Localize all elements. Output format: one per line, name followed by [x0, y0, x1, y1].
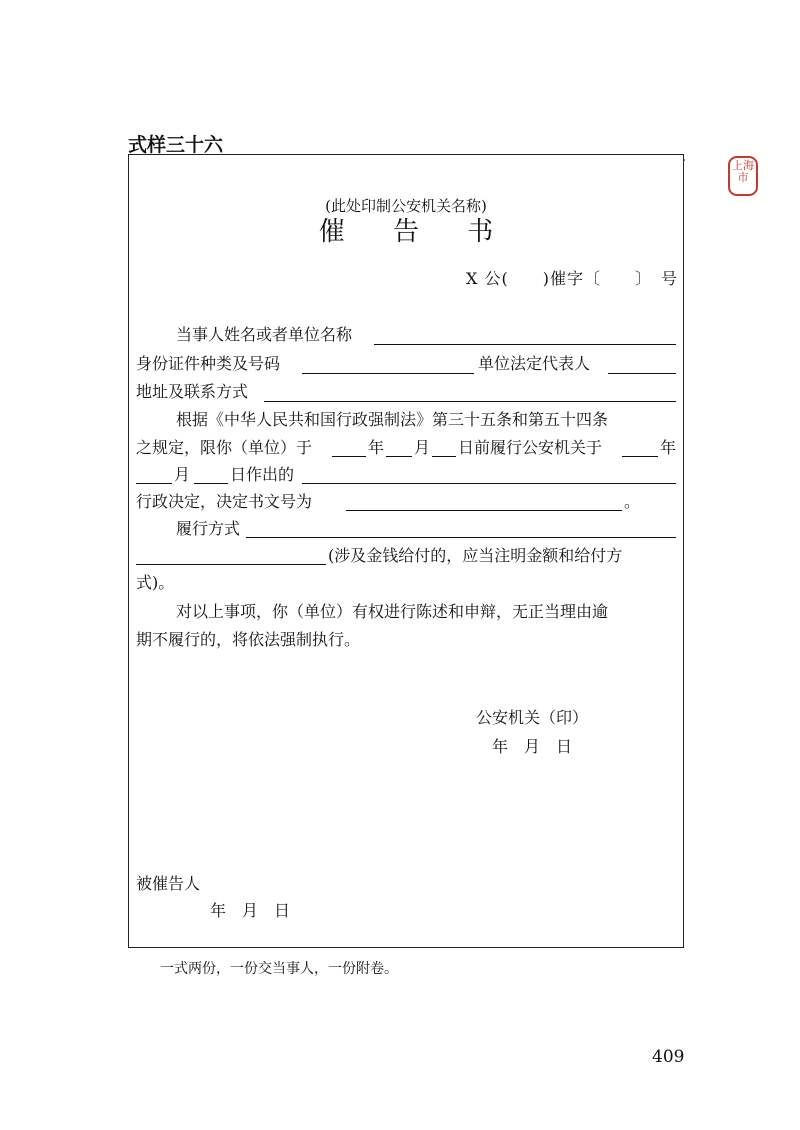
year-field[interactable] — [332, 456, 366, 457]
form-label: 式样三十六 — [128, 134, 224, 156]
party-name-field[interactable] — [374, 344, 676, 345]
page-number: 409 — [652, 1047, 685, 1067]
document-number: X 公( )催字〔 〕 号 — [466, 269, 678, 288]
month-field[interactable] — [386, 456, 412, 457]
authority-seal: 公安机关（印） — [476, 708, 589, 727]
recipient-label: 被催告人 — [136, 874, 201, 893]
footnote: 一式两份，一份交当事人，一份附卷。 — [160, 961, 398, 977]
method-field-2[interactable] — [136, 564, 326, 565]
para1-line4-end: 。 — [624, 492, 641, 511]
decision-year-label: 年 — [660, 438, 677, 457]
signature-date: 年 月 日 — [492, 737, 573, 756]
agency-name-placeholder: (此处印制公安机关名称) — [325, 197, 487, 215]
para1-line3: 日作出的 — [230, 465, 295, 484]
id-label: 身份证件种类及号码 — [136, 354, 281, 373]
id-field[interactable] — [302, 373, 474, 374]
para1-line4: 行政决定，决定书文号为 — [136, 492, 313, 511]
para2-line1: 对以上事项，你（单位）有权进行陈述和申辩，无正当理由逾 — [176, 602, 609, 621]
para1-line2-a: 之规定，限你（单位）于 — [136, 438, 313, 457]
address-label: 地址及联系方式 — [136, 382, 249, 401]
decision-year-field[interactable] — [622, 456, 658, 457]
para2-line2: 期不履行的，将依法强制执行。 — [136, 630, 361, 649]
decision-month-field[interactable] — [136, 483, 172, 484]
legal-rep-field[interactable] — [608, 373, 676, 374]
decision-day-field[interactable] — [194, 483, 228, 484]
month-label: 月 — [414, 438, 431, 457]
day-field[interactable] — [432, 456, 456, 457]
decision-number-field[interactable] — [346, 510, 622, 511]
address-field[interactable] — [264, 401, 676, 402]
method-note: (涉及金钱给付的，应当注明金额和给付方 — [328, 546, 623, 565]
para1-line2-b: 日前履行公安机关于 — [458, 438, 603, 457]
method-label: 履行方式 — [176, 519, 241, 538]
year-label: 年 — [368, 438, 385, 457]
method-note-end: 式)。 — [136, 573, 175, 592]
decision-month-label: 月 — [174, 465, 191, 484]
decision-field[interactable] — [302, 483, 676, 484]
party-name-label: 当事人姓名或者单位名称 — [176, 325, 353, 344]
legal-rep-label: 单位法定代表人 — [478, 354, 591, 373]
para1-line1: 根据《中华人民共和国行政强制法》第三十五条和第五十四条 — [176, 410, 609, 429]
recipient-date: 年 月 日 — [210, 901, 291, 920]
method-field[interactable] — [246, 537, 676, 538]
document-title: 催 告 书 — [318, 217, 514, 247]
seal-stamp: 上海市 — [728, 156, 758, 196]
